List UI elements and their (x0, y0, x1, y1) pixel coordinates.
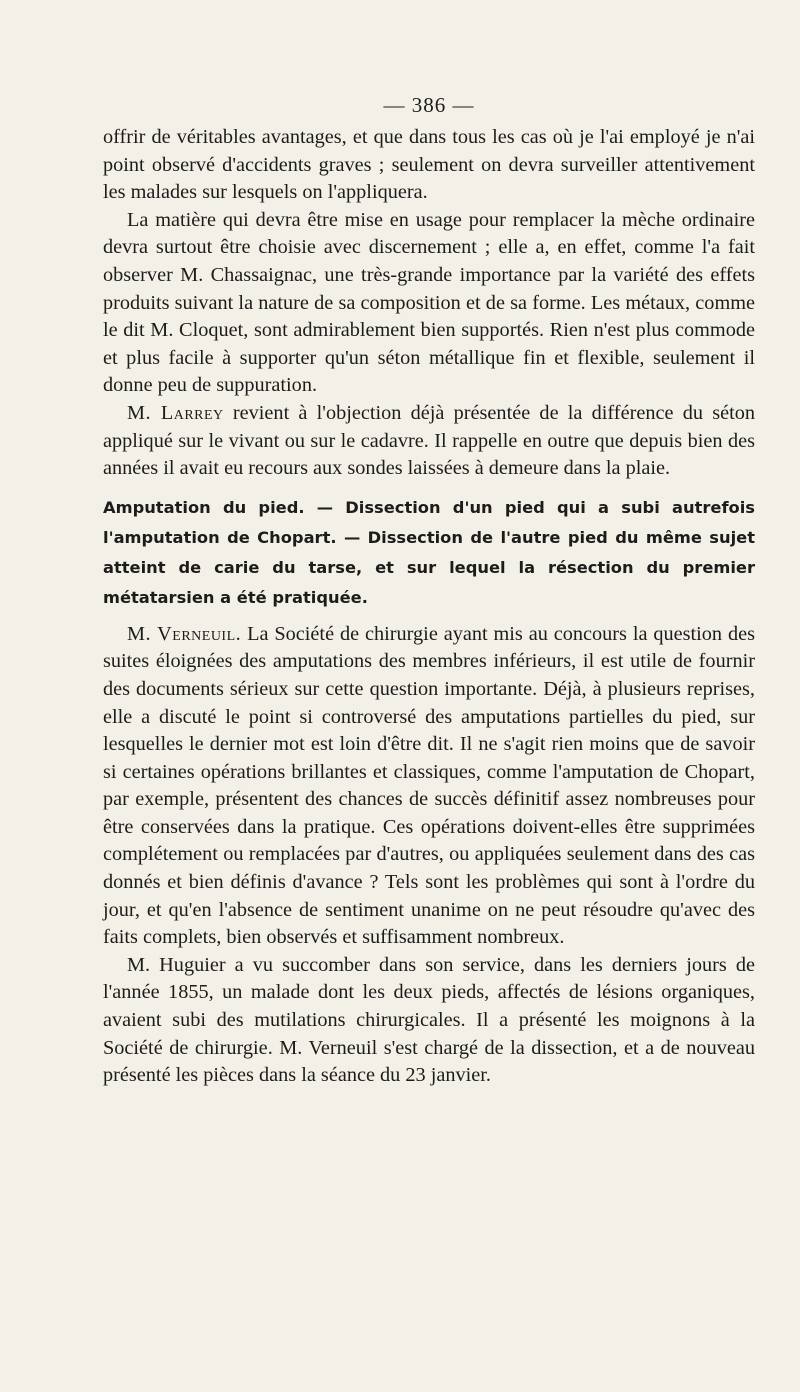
paragraph (103, 621, 755, 952)
page-number: — 386 — (383, 93, 475, 117)
paragraph-text: La Société de chirurgie ayant mis au concours la question des suites éloignées des amputations des membres inférieurs, il est utile de fournir des documents sérieux sur cette question importante. Déjà, à plusieurs reprises, elle a discuté le point si controversé des amputations partielles du pied, sur lesquelles le dernier mot est loin d'être dit. Il ne s'agit rien moins que de savoir si certaines opérations brillantes et classiques, comme l'amputation de Chopart, par exemple, présentent des chances de succès définitif assez nombreuses pour être conservées dans la pratique. Ces opérations doivent-elles être supprimées complétement ou remplacées par d'autres, ou appliquées seulement dans des cas donnés et bien définis d'avance ? Tels sont les problèmes qui sont à l'ordre du jour, et qu'en l'absence de sentiment unanime on ne peut résoudre qu'avec des faits complets, bien observés et suffisamment nombreux. (103, 622, 755, 949)
section-heading: Amputation du pied. — Dissection d'un pied qui a subi autrefois l'amputation de Chopart. — Dissection de l'autre pied du même sujet atteint de carie du tarse, et sur lequel la résection du premier métatarsien a été pratiquée. (103, 497, 755, 607)
paragraph (103, 207, 755, 400)
paragraph (103, 400, 755, 483)
paragraph (103, 952, 755, 1090)
paragraph-text: La matière qui devra être mise en usage pour remplacer la mèche ordinaire devra surtout être choisie avec discernement ; elle a, en effet, comme l'a fait observer M. Chassaignac, une très-grande importance par la variété des effets produits suivant la nature de sa composition et de sa forme. Les métaux, comme le dit M. Cloquet, sont admirablement bien supportés. Rien n'est plus commode et plus facile à supporter qu'un séton métallique fin et flexible, seulement il donne peu de suppuration. (103, 208, 755, 397)
speaker-name: M. Larrey (127, 401, 224, 424)
paragraph (103, 124, 755, 207)
paragraph-text: revient à l'objection déjà présentée de la différence du séton appliqué sur le vivant ou sur le cadavre. Il rappelle en outre que depuis bien des années il avait eu recours aux sondes laissées à demeure dans la plaie. (103, 401, 756, 480)
paragraph-text: offrir de véritables avantages, et que dans tous les cas où je l'ai employé je n'ai point observé d'accidents graves ; seulement on devra surveiller attentivement les malades sur lesquels on l'appliquera. (103, 126, 755, 204)
paragraph-text: M. Huguier a vu succomber dans son service, dans les derniers jours de l'année 1855, un malade dont les deux pieds, affectés de lésions organiques, avaient subi des mutilations chirurgicales. Il a présenté les moignons à la Société de chirurgie. M. Verneuil s'est chargé de la dissection, et a de nouveau présenté les pièces dans la séance du 23 janvier. (103, 953, 755, 1087)
speaker-name: M. Verneuil. (127, 622, 242, 645)
text-block (103, 92, 755, 1090)
